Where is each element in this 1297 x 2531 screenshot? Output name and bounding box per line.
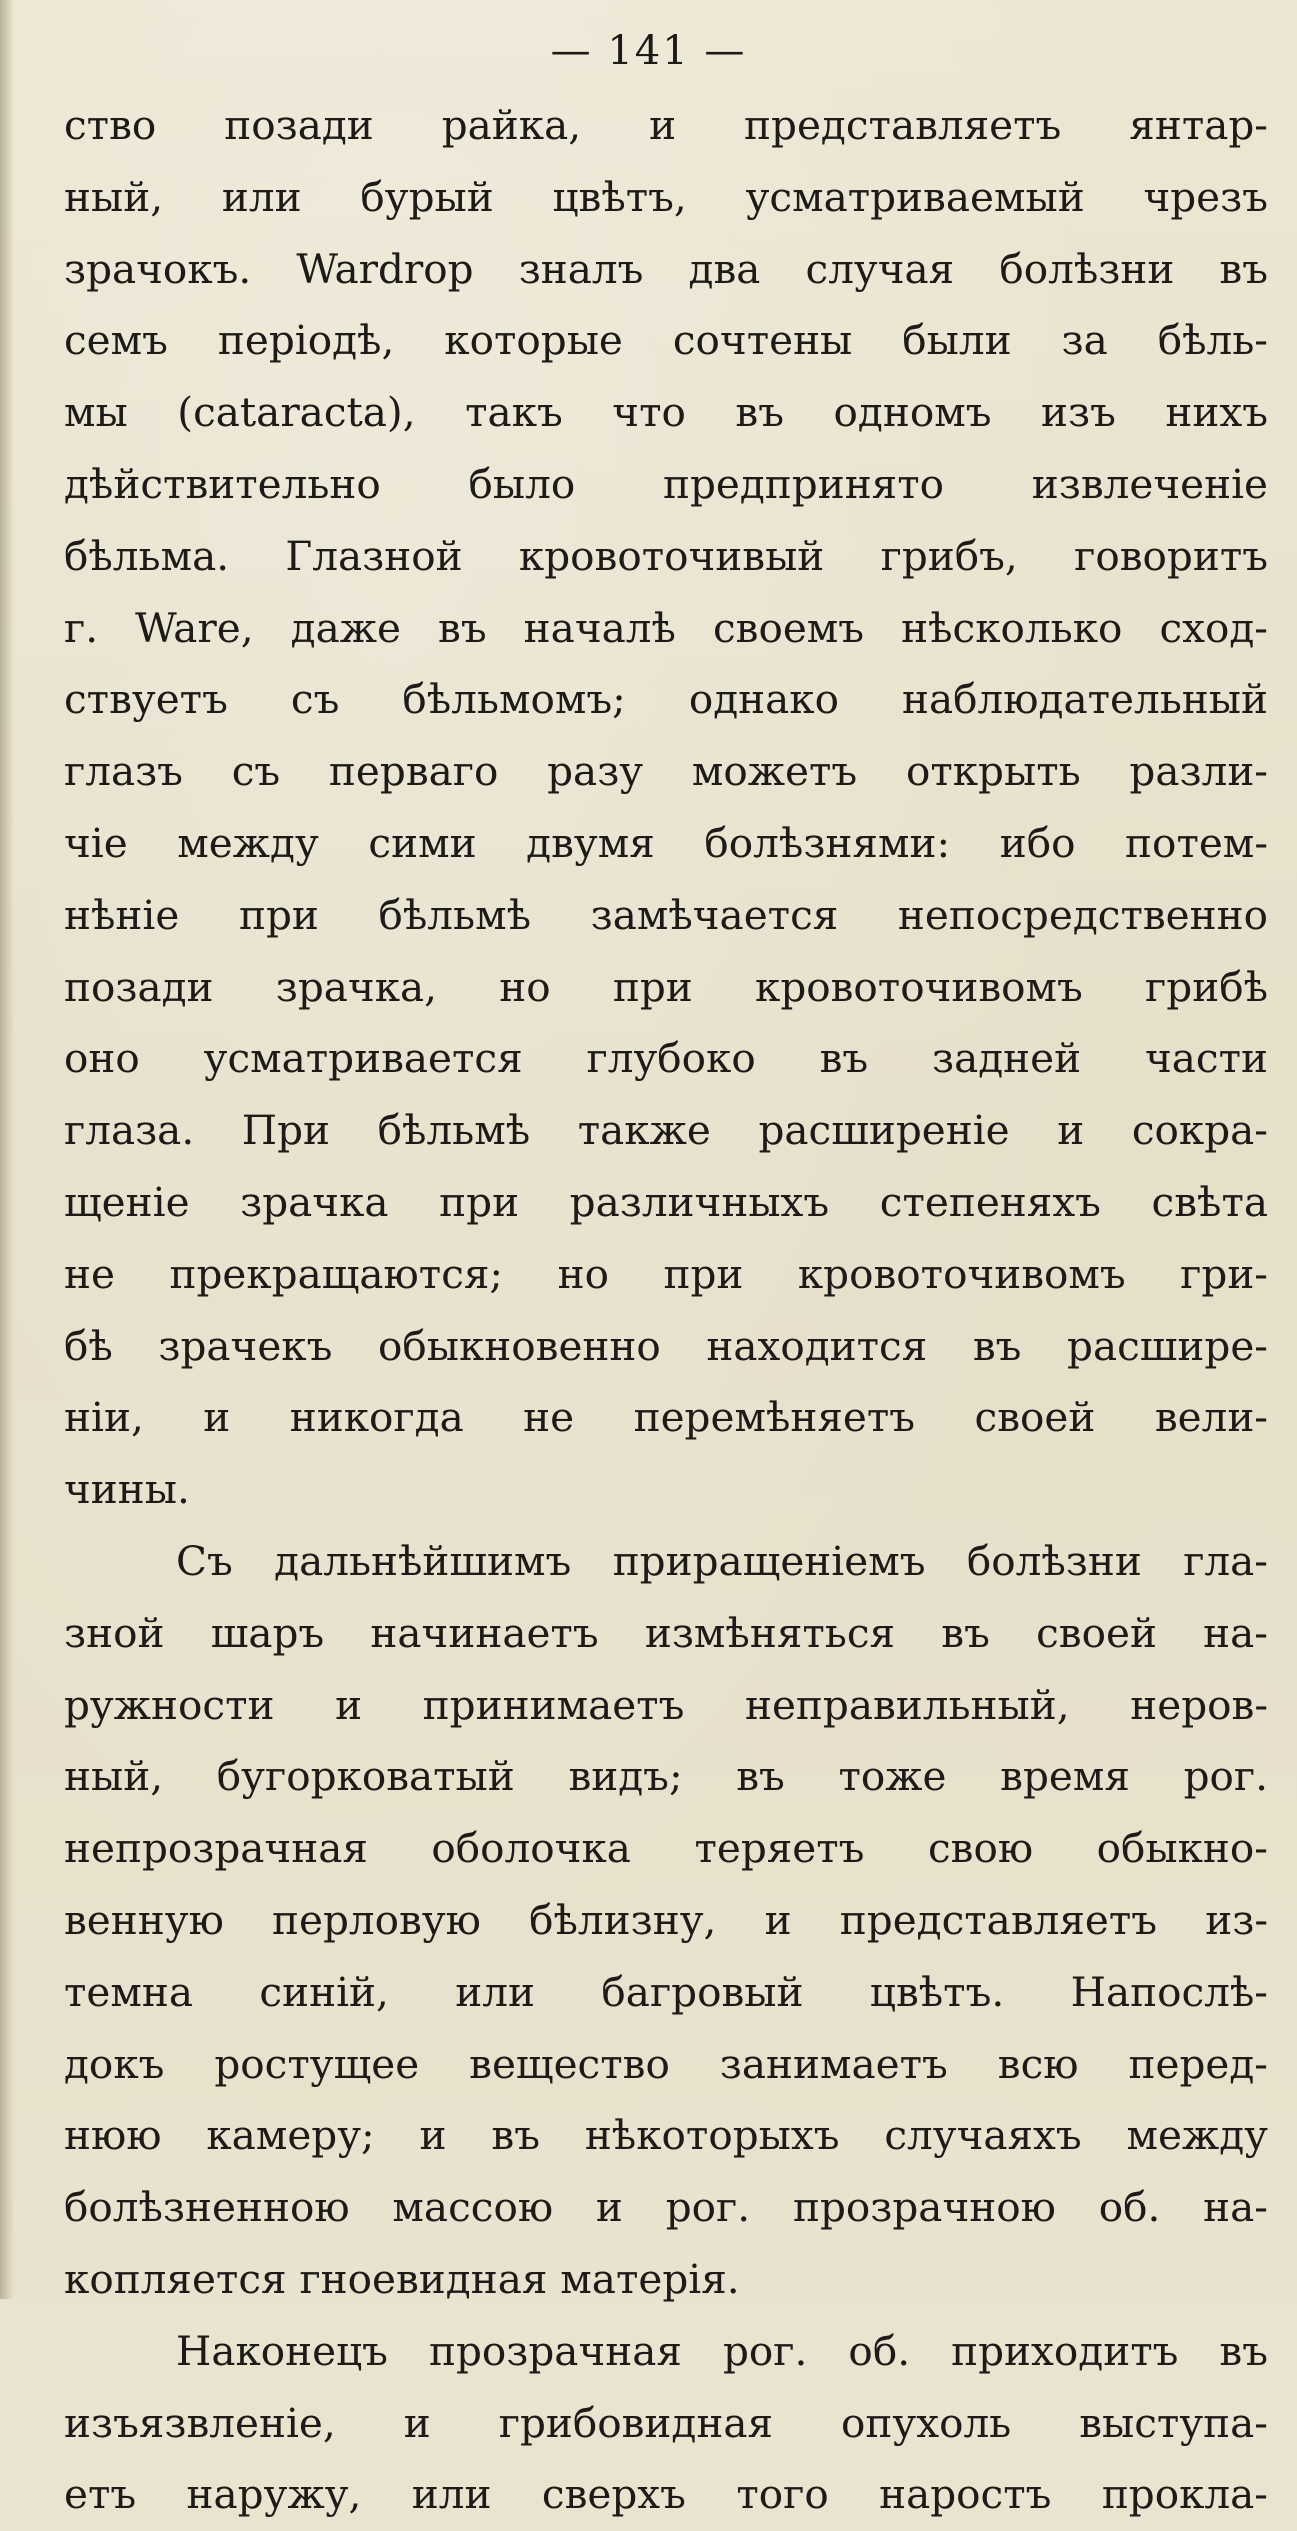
text-line: Съ дальнѣйшимъ приращеніемъ болѣзни гла- xyxy=(176,1536,1268,1585)
text-line: бѣ зрачекъ обыкновенно находится въ расшире- xyxy=(64,1321,1268,1370)
page-number: — 141 — xyxy=(550,28,747,74)
text-line: зрачокъ. Wardrop зналъ два случая болѣзни въ xyxy=(64,244,1268,293)
text-line: г. Ware, даже въ началѣ своемъ нѣсколько сход- xyxy=(64,603,1268,652)
text-line: глаза. При бѣльмѣ также расширеніе и сокра- xyxy=(64,1106,1268,1155)
text-line: чины. xyxy=(64,1465,190,1514)
text-line: ружности и принимаетъ неправильный, неров- xyxy=(64,1680,1268,1729)
text-line: позади зрачка, но при кровоточивомъ грибѣ xyxy=(64,962,1268,1011)
text-line: докъ ростущее вещество занимаетъ всю перед- xyxy=(64,2039,1268,2088)
text-line: бѣльма. Глазной кровоточивый грибъ, говоритъ xyxy=(64,531,1268,580)
paragraph xyxy=(64,2316,1268,2531)
text-line: чіе между сими двумя болѣзнями: ибо потем- xyxy=(64,818,1268,867)
text-line: щеніе зрачка при различныхъ степеняхъ свѣта xyxy=(64,1177,1268,1226)
text-line: венную перловую бѣлизну, и представляетъ из- xyxy=(64,1895,1268,1944)
text-line: нюю камеру; и въ нѣкоторыхъ случаяхъ между xyxy=(64,2111,1268,2160)
text-line: нѣніе при бѣльмѣ замѣчается непосредственно xyxy=(64,890,1268,939)
text-line: болѣзненною массою и рог. прозрачною об. на- xyxy=(64,2183,1268,2232)
text-line: изъязвленіе, и грибовидная опухоль выступа- xyxy=(64,2398,1268,2447)
text-line: ствуетъ съ бѣльмомъ; однако наблюдательный xyxy=(64,675,1268,724)
text-line: ніи, и никогда не перемѣняетъ своей вели- xyxy=(64,1393,1268,1442)
text-line: ный, или бурый цвѣтъ, усматриваемый чрезъ xyxy=(64,172,1268,221)
paragraph xyxy=(64,1526,1268,2316)
text-line: непрозрачная оболочка теряетъ свою обыкно- xyxy=(64,1824,1268,1873)
text-line: мы (cataracta), такъ что въ одномъ изъ нихъ xyxy=(64,388,1268,437)
text-line: оно усматривается глубоко въ задней части xyxy=(64,1034,1268,1083)
text-line: темна синій, или багровый цвѣтъ. Напослѣ- xyxy=(64,1967,1268,2016)
text-line: зной шаръ начинаетъ измѣняться въ своей на- xyxy=(64,1608,1268,1657)
text-line: семъ періодѣ, которые сочтены были за бѣль- xyxy=(64,316,1268,365)
body-text xyxy=(64,90,1268,2531)
text-line: ство позади райка, и представляетъ янтар- xyxy=(64,101,1268,149)
text-line: копляется гноевидная матерія. xyxy=(64,2254,740,2303)
text-line: ный, бугорковатый видъ; въ тоже время рог. xyxy=(64,1752,1268,1801)
text-line: глазъ съ перваго разу можетъ открыть разли- xyxy=(64,747,1268,796)
page-spine-edge xyxy=(0,0,14,2299)
paragraph xyxy=(64,90,1268,1526)
text-line: не прекращаются; но при кровоточивомъ гри- xyxy=(64,1249,1268,1298)
text-line: Наконецъ прозрачная рог. об. приходитъ въ xyxy=(176,2326,1268,2375)
text-line: етъ наружу, или сверхъ того наростъ прокла- xyxy=(64,2470,1268,2519)
text-line: дѣйствительно было предпринято извлеченіе xyxy=(64,459,1268,508)
